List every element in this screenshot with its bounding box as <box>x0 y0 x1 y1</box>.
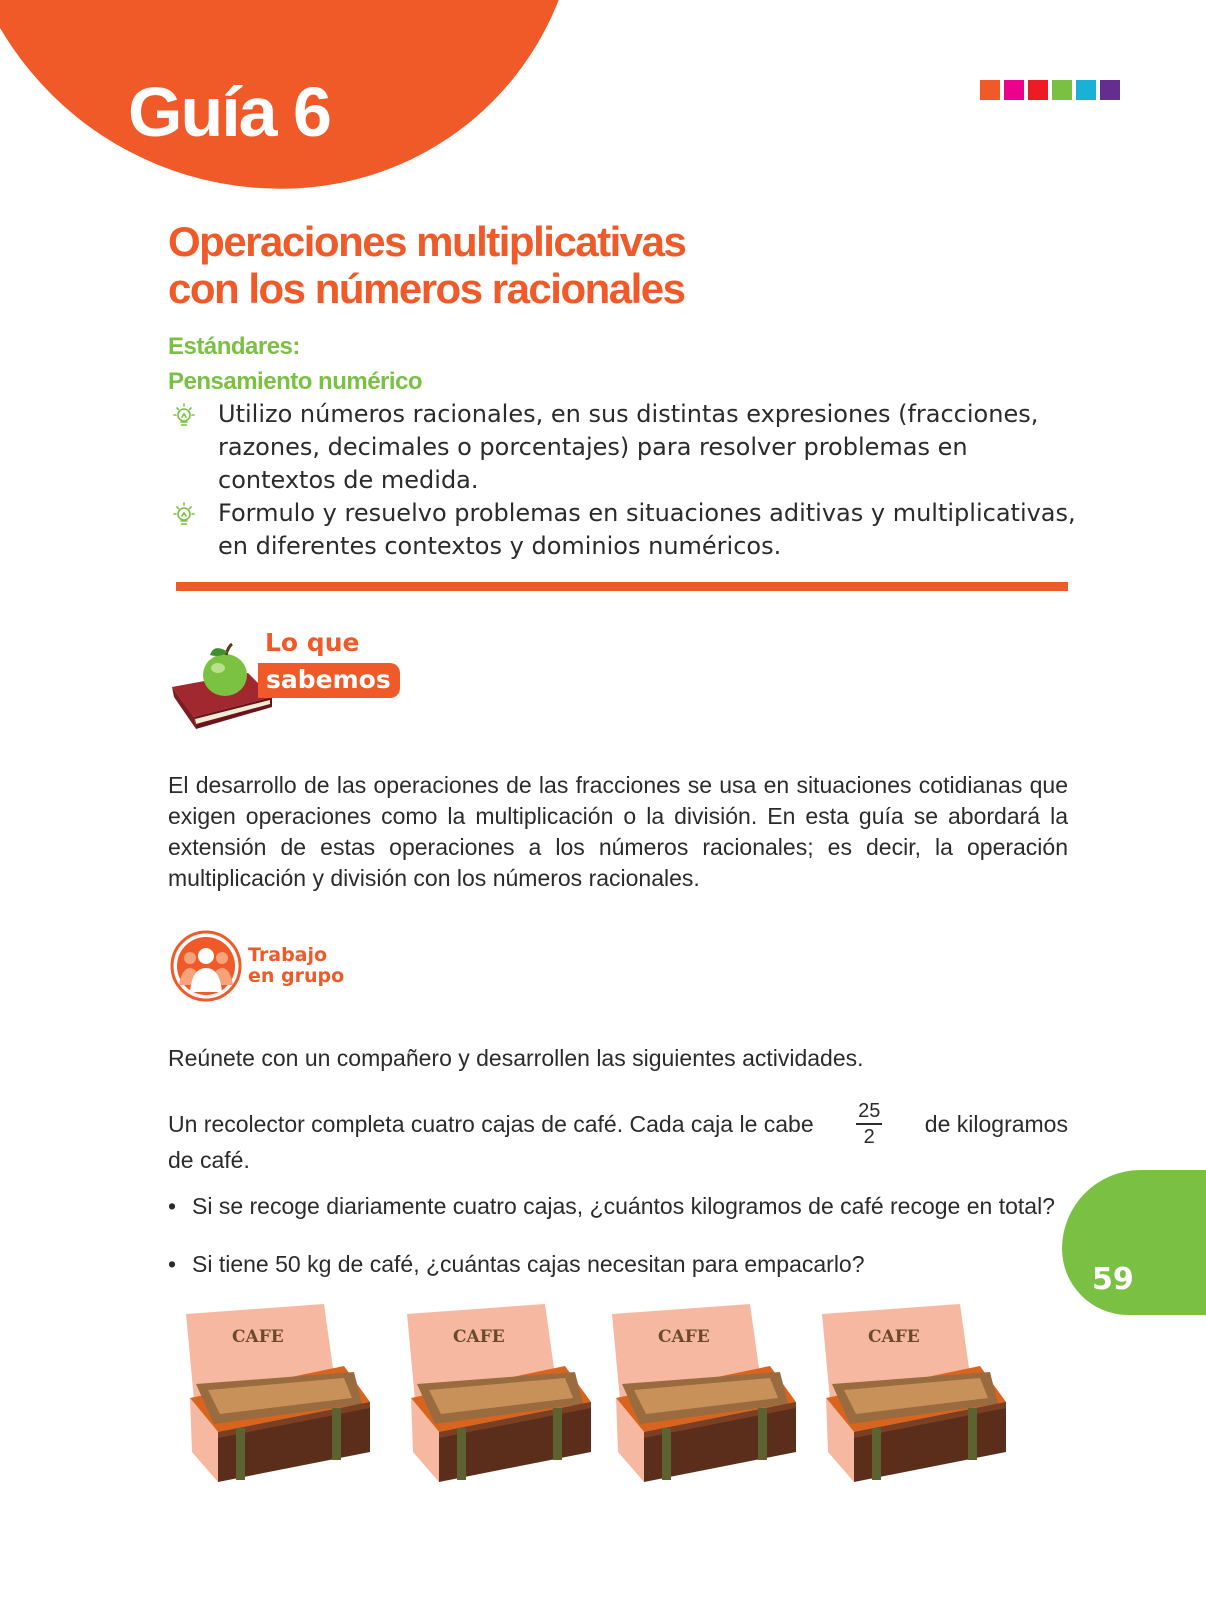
group-work-label <box>248 945 344 987</box>
accent-square <box>1028 80 1048 100</box>
accent-square <box>980 80 1000 100</box>
sabemos-label: sabemos <box>258 663 400 698</box>
accent-square <box>1004 80 1024 100</box>
title-line-1: Operaciones multiplicativas <box>168 218 686 265</box>
problem-text-line-2: de café. <box>168 1147 250 1173</box>
standard-item <box>170 398 1080 497</box>
page-number: 59 <box>1092 1262 1134 1297</box>
box-label: CAFE <box>232 1327 284 1347</box>
box-label: CAFE <box>868 1327 920 1347</box>
question-item <box>168 1193 1055 1220</box>
standards-list <box>170 398 1080 563</box>
coffee-box-image <box>405 1302 595 1492</box>
intro-paragraph: El desarrollo de las operaciones de las fracciones se usa en situaciones cotidianas que exigen operaciones como la multiplicación o la división. En esta guía se abordará la extensión de estas operaciones a los números racionales; es decir, la operación multiplicación y división con los números racionales. <box>168 772 1068 891</box>
title-line-2: con los números racionales <box>168 265 685 312</box>
standard-item <box>170 497 1080 563</box>
group-work-line-1: Trabajo <box>248 944 328 966</box>
problem-text-end: de kilogramos <box>924 1110 1068 1137</box>
standards-area: Pensamiento numérico <box>168 368 423 395</box>
problem-statement <box>168 1097 1068 1174</box>
guide-label: Guía 6 <box>128 73 330 151</box>
accent-square <box>1100 80 1120 100</box>
fraction-denominator: 2 <box>863 1125 875 1148</box>
lightbulb-icon <box>170 501 198 529</box>
coffee-box-image <box>820 1302 1010 1492</box>
lightbulb-icon <box>170 402 198 430</box>
accent-square <box>1052 80 1072 100</box>
group-work-icon <box>170 930 242 1002</box>
standards-label: Estándares: <box>168 333 300 360</box>
fraction-bar <box>856 1123 882 1125</box>
standard-text: Utilizo números racionales, en sus distintas expresiones (fracciones, razones, decimales o porcentajes) para resolver problemas en contextos de medida. <box>218 400 1039 494</box>
standard-text: Formulo y resuelvo problemas en situaciones aditivas y multiplicativas, en diferentes contextos y dominios numéricos. <box>218 499 1076 560</box>
coffee-box-image <box>184 1302 374 1492</box>
activity-instruction: Reúnete con un compañero y desarrollen las siguientes actividades. <box>168 1045 864 1071</box>
box-label: CAFE <box>658 1327 710 1347</box>
question-item <box>168 1251 865 1278</box>
accent-square <box>1076 80 1096 100</box>
coffee-box-image <box>610 1302 800 1492</box>
bullet: • <box>168 1251 177 1277</box>
page-number-blob <box>1062 1170 1206 1315</box>
page-title <box>168 218 868 312</box>
bullet: • <box>168 1193 177 1219</box>
box-label: CAFE <box>453 1327 505 1347</box>
problem-text-start: Un recolector completa cuatro cajas de café. Cada caja le cabe <box>168 1110 814 1137</box>
question-text: Si tiene 50 kg de café, ¿cuántas cajas necesitan para empacarlo? <box>192 1251 865 1277</box>
group-work-line-2: en grupo <box>248 965 345 987</box>
question-text: Si se recoge diariamente cuatro cajas, ¿cuántos kilogramos de café recoge en total? <box>192 1193 1055 1219</box>
fraction <box>856 1100 882 1148</box>
fraction-numerator: 25 <box>858 1100 881 1123</box>
section-divider <box>176 582 1068 591</box>
lo-que-label: Lo que <box>265 628 360 657</box>
accent-squares <box>980 80 1120 100</box>
